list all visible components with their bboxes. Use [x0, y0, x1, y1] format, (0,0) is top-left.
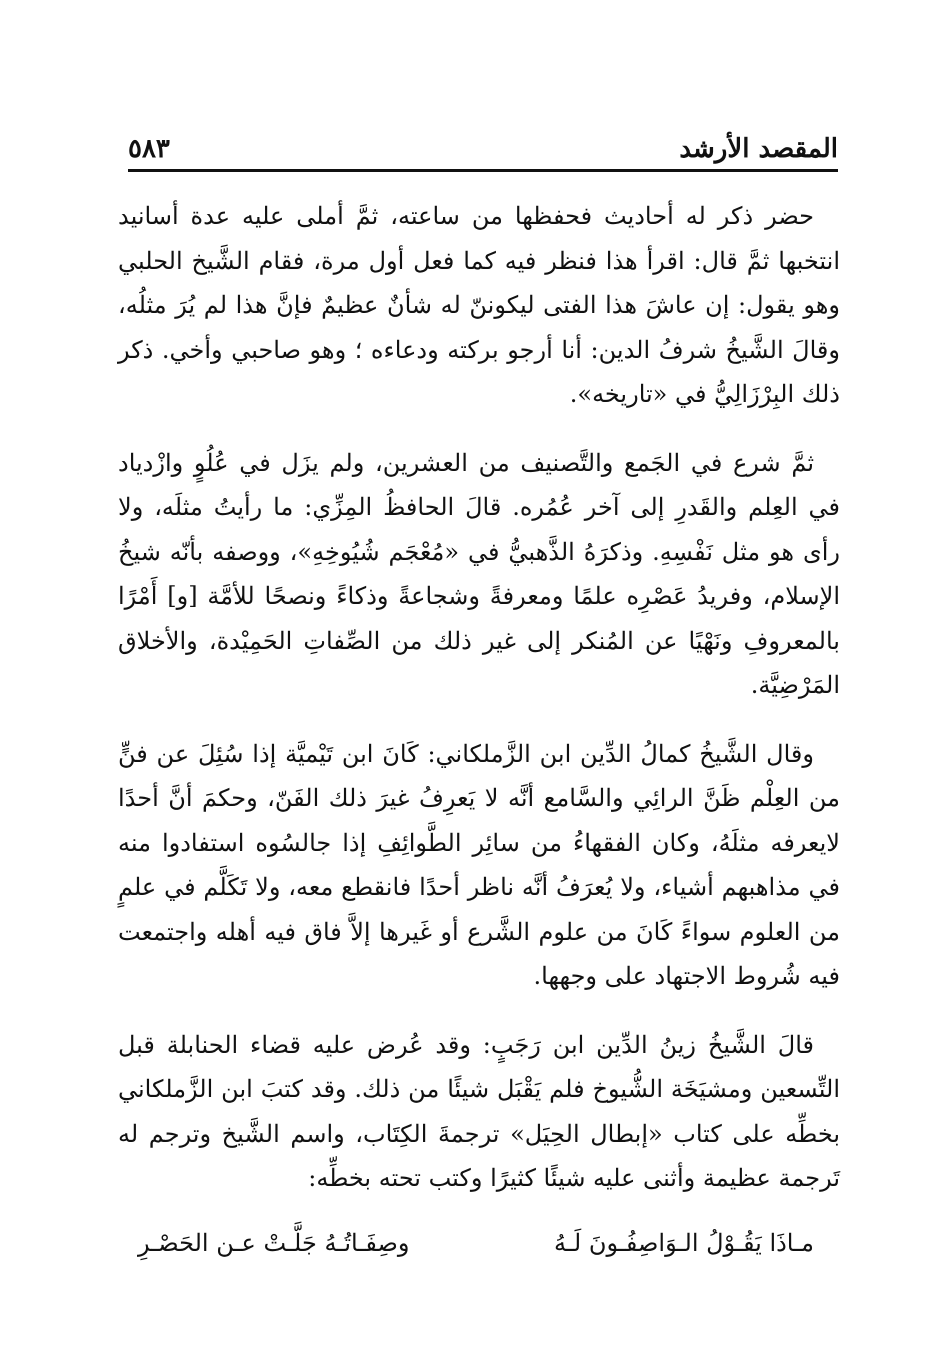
running-header — [128, 126, 838, 164]
paragraph-3: وقال الشَّيخُ كمالُ الدِّين ابن الزَّملكاني: كَانَ ابن تَيْميَّة إذا سُئِلَ عن فنٍّ من العِلْم ظَنَّ الرائِي والسَّامع أنَّه لا يَعرِفُ غيرَ ذلك الفَنّ، وحكمَ أنَّ أحدًا لايعرفه مثلَهُ، وكان الفقهاءُ من سائِر الطَّوائِفِ إذا جالسُوه استفادوا منه في مذاهبهم أشياء، ولا يُعرَفُ أنَّه ناظر أحدًا فانقطع معه، ولا تَكَلَّم في علمٍ من العلوم سواءً كَانَ من علوم الشَّرع أو غَيرها إلاَّ فاق فيه أهله واجتمعت فيه شُروط الاجتهاد على وجهها. — [118, 739, 840, 990]
page-number: ٥٨٣ — [128, 134, 170, 164]
verse-hemistich-2: وصِفَـاتُـهُ جَلَّـتْ عـن الحَصْـرِ — [138, 1228, 410, 1257]
paragraph-1: حضر ذكر له أحاديث فحفظها من ساعته، ثمَّ أملى عليه عدة أسانيد انتخبها ثمَّ قال: اقرأ هذا فنظر فيه كما فعل أول مرة، فقام الشَّيخ الحلبي وهو يقول: إن عاشَ هذا الفتى ليكوننّ له شأنٌ عظيمٌ فإنَّ هذا لم يُرَ مثلُه، وقالَ الشَّيخُ شرفُ الدين: أنا أرجو بركته ودعاءه ؛ وهو صاحبي وأخي. ذكر ذلك البِرْزَالِيُّ في «تاريخه». — [118, 202, 840, 408]
header-rule — [128, 169, 838, 172]
book-title: المقصد الأرشد — [679, 134, 838, 164]
paragraph-2: ثمَّ شرع في الجَمع والتَّصنيف من العشرين، ولم يزَل في عُلُوٍ وازْدياد في العِلم والقَدرِ إلى آخر عُمُره. قالَ الحافظُ المِزِّي: ما رأيتُ مثلَه، ولا رأى هو مثل نَفْسِهِ. وذكرَهُ الذَّهبيُّ في «مُعْجَم شُيُوخِهِ»، ووصفه بأنّه شيخُ الإسلام، وفريدُ عَصْرِه علمًا ومعرفةً وشجاعةً وذكاءً ونصحًا للأمَّة [و] أَمْرًا بالمعروفِ ونَهْيًا عن المُنكر إلى غير ذلك من الصِّفاتِ الحَمِيْدة، والأخلاق المَرْضِيَّة. — [118, 448, 840, 699]
body-text — [118, 194, 840, 1265]
verse-hemistich-1: مـاذَا يَقُـوْلُ الـوَاصِفُـونَ لَـهُ — [554, 1228, 814, 1257]
poetry-verse — [118, 1221, 840, 1266]
paragraph-4: قالَ الشَّيخُ زينُ الدِّين ابن رَجَبٍ: وقد عُرض عليه قضاء الحنابلة قبل التِّسعين ومشيَخَة الشُّيوخ فلم يَقْبَل شيئًا من ذلك. وقد كتبَ ابن الزَّملكاني بخطِّه على كتاب «إبطال الحِيَل» ترجمةَ الكِتَاب، واسم الشَّيخ وترجم له تَرجمة عظيمة وأثنى عليه شيئًا كثيرًا وكتب تحته بخطِّه: — [118, 1030, 840, 1192]
